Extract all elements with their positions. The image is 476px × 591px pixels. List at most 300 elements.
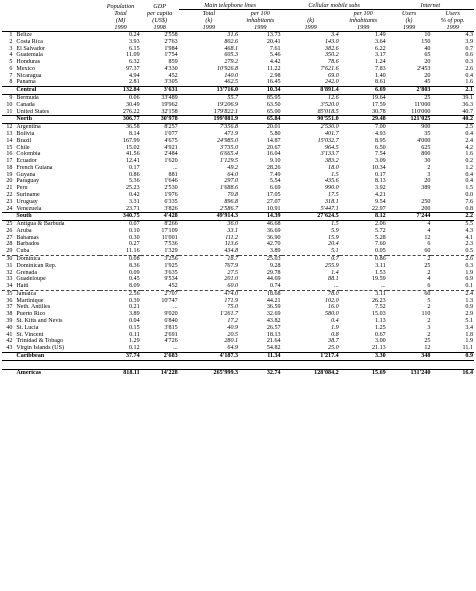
table-row [2, 318, 474, 325]
table-cell: 0.15 [128, 324, 140, 331]
table-cell: 3.17 [375, 52, 386, 59]
table-cell: 150 [421, 38, 431, 45]
table-cell: 131'240 [387, 369, 432, 376]
table-cell: 2'691 [164, 331, 178, 338]
row-number: 3 [9, 45, 13, 52]
table-cell: 65.00 [266, 108, 281, 115]
table-cell: 0.6 [465, 52, 473, 59]
table-cell: 4.2 [465, 144, 473, 151]
table-cell: 132.84 [100, 87, 140, 95]
table-cell: 0.4 [465, 178, 473, 185]
country-name: Antigua & Barbuda [16, 221, 65, 228]
country-name: Belize [16, 32, 32, 38]
table-cell: 0.27 [128, 241, 140, 248]
row-number: 5 [9, 59, 13, 66]
table-cell: 6.22 [375, 45, 386, 52]
row-number [2, 87, 15, 95]
table-cell: 24'985.0 [216, 137, 239, 144]
table-cell: 21.13 [371, 345, 386, 352]
table-cell: 7.52 [375, 304, 386, 311]
table-cell: 3'815 [164, 324, 178, 331]
table-cell: 2'530 [164, 185, 178, 192]
country-name: Suriname [16, 191, 40, 198]
table-cell: 0.06 [128, 95, 140, 102]
row-number: 1 [9, 32, 13, 38]
table-cell: 1.3 [465, 297, 473, 304]
table-row [2, 39, 474, 46]
table-cell: 5.28 [375, 234, 386, 241]
table-cell: 17.5 [328, 191, 339, 198]
country-name: Dominica [16, 256, 41, 262]
table-row [2, 109, 474, 116]
table-cell: 167.99 [122, 137, 140, 144]
table-cell: 3.89 [239, 248, 282, 255]
table-cell: 30 [424, 158, 431, 165]
table-cell: 900 [421, 124, 431, 131]
header-year: 1999 [387, 24, 432, 32]
table-cell: 0.9 [465, 304, 473, 311]
table-cell: 29.78 [266, 269, 281, 276]
table-cell: 3.92 [375, 185, 386, 192]
table-cell: 3 [427, 171, 431, 178]
country-name: Cuba [15, 248, 100, 255]
table-cell: 5.36 [128, 178, 140, 185]
table-cell: 33.1 [227, 227, 239, 234]
table-cell: 19.59 [371, 276, 386, 283]
table-row [2, 145, 474, 152]
table-cell: 30.78 [371, 108, 386, 115]
table-cell: 64.9 [227, 345, 239, 352]
table-row [2, 263, 474, 270]
table-cell: 4'675 [164, 137, 178, 144]
table-cell: 1.49 [375, 32, 386, 38]
table-cell: 3.93 [128, 38, 140, 45]
table-cell: 102.0 [325, 297, 339, 304]
table-cell: 6.15 [128, 45, 140, 52]
table-cell: 0.3 [465, 59, 473, 66]
table-cell: 1.40 [375, 72, 386, 79]
table-cell: 5'447.1 [320, 205, 339, 212]
table-cell: 1.5 [331, 171, 339, 178]
table-cell: 18.68 [266, 290, 281, 297]
table-cell: 65 [424, 52, 431, 59]
table-cell: 401.7 [325, 130, 339, 137]
table-cell: 0.17 [128, 164, 140, 171]
table-cell: 2'707 [164, 290, 178, 297]
table-cell: 85'018.5 [317, 108, 339, 115]
header-cell: (k) [307, 17, 315, 24]
table-cell: 12.6 [328, 95, 339, 102]
table-cell: 2.2 [431, 213, 474, 221]
table-cell: 36.90 [266, 234, 281, 241]
row-number: 34 [2, 283, 15, 290]
table-cell: 1'984 [164, 45, 178, 52]
table-cell: 0.4 [465, 130, 473, 137]
table-cell: 113.6 [224, 241, 239, 248]
table-cell: 110 [421, 311, 431, 318]
table-cell: 20.01 [266, 124, 281, 131]
table-cell: 0.4 [331, 318, 339, 325]
header-cell: inhabitants [246, 17, 275, 24]
table-cell: 2'683 [141, 352, 179, 360]
table-cell: 88.1 [328, 276, 339, 283]
table-cell: 17.05 [266, 191, 281, 198]
table-cell: 2 [427, 318, 431, 325]
table-cell: 5.46 [269, 52, 281, 59]
table-row [2, 192, 474, 199]
table-cell: 8.61 [375, 79, 386, 86]
table-cell: 452 [168, 72, 178, 79]
table-cell: 242.0 [325, 79, 339, 86]
table-cell: 97.37 [125, 65, 140, 72]
row-number: 42 [6, 338, 13, 345]
table-cell: 33'489 [161, 95, 178, 102]
table-row [2, 304, 474, 311]
table-cell: 32'158 [161, 108, 178, 115]
table-cell: 39.1 [462, 95, 473, 102]
table-cell: 20 [424, 72, 431, 79]
table-cell: 11'001 [161, 234, 178, 241]
country-name: French Guiana [16, 164, 53, 171]
country-name: Caribbean [15, 352, 100, 360]
table-cell: 3.64 [375, 38, 386, 45]
table-cell: 276.22 [122, 108, 140, 115]
table-row [2, 206, 474, 213]
table-cell: 605.3 [224, 52, 239, 59]
table-cell [141, 360, 179, 369]
table-cell: 14.87 [266, 137, 281, 144]
table-cell: 20 [424, 59, 431, 66]
table-cell: 78.6 [328, 59, 339, 66]
table-cell: 0.24 [128, 32, 140, 38]
country-name: Grenada [16, 269, 38, 276]
table-cell: 21.64 [266, 338, 281, 345]
table-cell: 25 [424, 262, 431, 269]
table-cell: 1.9 [465, 269, 473, 276]
table-cell: 7'621.6 [320, 65, 339, 72]
table-row [2, 151, 474, 158]
table-cell: 201.0 [224, 276, 239, 283]
table-cell: 3.00 [375, 338, 386, 345]
table-cell: 2.06 [375, 221, 386, 228]
table-cell: 767.9 [224, 262, 239, 269]
country-name: St. Kitts and Nevis [16, 318, 63, 325]
table-cell: 44.69 [266, 276, 281, 283]
table-cell: 6.50 [375, 144, 386, 151]
table-cell: 13'716.0 [179, 87, 239, 95]
country-name: South [15, 213, 100, 221]
table-cell: 11.1 [462, 345, 473, 352]
table-cell: 18.7 [227, 256, 239, 262]
table-cell: 111.2 [225, 234, 239, 241]
table-cell [179, 360, 239, 369]
table-cell: 1.9 [465, 338, 473, 345]
row-number: 24 [6, 205, 13, 212]
table-cell: 0.10 [128, 227, 140, 234]
row-number: 10 [6, 101, 13, 108]
table-cell: 8.09 [100, 283, 140, 290]
table-cell: 280.1 [224, 338, 239, 345]
table-row [2, 32, 474, 39]
row-number: 12 [6, 124, 13, 131]
table-cell: 40.9 [227, 324, 239, 331]
table-cell: 11.09 [126, 52, 140, 59]
table-row [2, 345, 474, 352]
table-row [2, 221, 474, 228]
table-row [2, 73, 474, 80]
table-cell: 69.0 [328, 72, 339, 79]
table-cell: 2'530.0 [320, 124, 339, 131]
country-name: Colombia [16, 151, 41, 158]
table-cell: 0.11 [129, 331, 140, 338]
header-cell: inhabitants [349, 17, 378, 24]
table-cell: 3 [427, 324, 431, 331]
table-row [2, 256, 474, 263]
country-name: North [15, 116, 100, 124]
row-number: 41 [6, 331, 13, 338]
table-cell: 12 [424, 345, 431, 352]
table-cell: 1'976 [164, 191, 178, 198]
table-row [2, 248, 474, 255]
table-cell: 318.1 [325, 198, 339, 205]
table-cell: 1'620 [164, 158, 178, 165]
header-population: Population [106, 2, 135, 10]
table-cell: 10.34 [371, 164, 386, 171]
table-cell: 45 [424, 79, 431, 86]
country-name: Bolivia [16, 130, 35, 137]
table-row [2, 165, 474, 172]
table-cell: 1.9 [331, 324, 339, 331]
table-cell: 7.61 [269, 45, 281, 52]
header-gdp: GDP [153, 2, 167, 10]
table-cell: 1.13 [375, 318, 386, 325]
table-header [2, 2, 474, 32]
table-cell: 9'020 [164, 311, 178, 318]
table-cell: 10.34 [239, 87, 282, 95]
table-row [2, 172, 474, 179]
table-cell: 0.8 [465, 205, 473, 212]
table-cell: 15'032.7 [317, 137, 339, 144]
table-cell: 15.69 [340, 369, 387, 376]
table-cell: 896.8 [224, 198, 239, 205]
table-cell: 7'244 [387, 213, 432, 221]
row-number: 18 [6, 164, 13, 171]
subtotal-row [2, 116, 474, 124]
table-cell: 1'261.7 [220, 311, 239, 318]
table-cell: 7.6 [465, 198, 473, 205]
table-cell: 800 [421, 151, 431, 158]
table-cell: 3.09 [375, 158, 386, 165]
table-cell: 2'803 [387, 87, 432, 95]
table-cell: 4.1 [465, 234, 473, 241]
table-cell: 25 [424, 95, 431, 102]
table-cell: 2 [427, 164, 431, 171]
table-cell: 6'665.4 [220, 151, 239, 158]
table-cell: 0.45 [128, 276, 140, 283]
table-cell: 0.39 [128, 297, 140, 304]
table-cell: 802.6 [224, 38, 239, 45]
header-cell: per 100 [250, 10, 270, 17]
table-cell: 38.7 [328, 338, 339, 345]
table-cell: 4.21 [375, 191, 386, 198]
table-cell: 8'266 [164, 221, 178, 228]
country-name: Virgin Islands (US) [16, 345, 64, 352]
country-name: Panama [16, 79, 36, 86]
table-cell: 200 [421, 205, 431, 212]
header-cell: Total [114, 10, 127, 17]
table-cell: 30'978 [141, 116, 179, 124]
table-row [2, 138, 474, 145]
row-number [2, 352, 15, 360]
row-number: 26 [6, 227, 13, 234]
table-cell: 25.0 [328, 345, 339, 352]
table-cell: 2.3 [465, 241, 473, 248]
country-name: United States [16, 108, 50, 115]
table-cell: 128'084.2 [282, 369, 340, 376]
table-cell: 462.5 [224, 79, 239, 86]
table-cell: 42.70 [266, 241, 281, 248]
table-cell: 4'726 [164, 338, 178, 345]
table-cell: 10.91 [266, 205, 281, 212]
table-cell: 46.68 [266, 221, 281, 228]
table-cell: 255.9 [325, 262, 339, 269]
row-number: 27 [6, 234, 13, 241]
row-number: 4 [9, 52, 13, 59]
table-cell: 7'356.8 [220, 124, 239, 131]
table-cell: 3'735.0 [220, 144, 239, 151]
table-cell: 4 [427, 227, 431, 234]
table-row [2, 325, 474, 332]
table-cell [431, 360, 474, 369]
table-cell: 5.80 [269, 130, 281, 137]
table-cell: 2.4 [465, 137, 473, 144]
table-cell: 1'925 [164, 262, 178, 269]
table-cell: 90'551.0 [282, 116, 340, 124]
table-cell: 1'217.4 [282, 352, 340, 360]
table-cell: 60.0 [179, 283, 239, 290]
table-row [2, 66, 474, 73]
table-cell: 8'891.4 [282, 87, 340, 95]
table-cell: 5.72 [375, 227, 386, 234]
table-cell: 23.71 [125, 205, 140, 212]
table-cell: 6'335 [164, 198, 178, 205]
table-cell: 40.2 [431, 116, 474, 124]
table-cell: 6.69 [340, 87, 387, 95]
table-cell: 16.45 [266, 79, 281, 86]
table-cell: 3.4 [465, 324, 473, 331]
table-cell: 6.32 [128, 59, 140, 66]
table-cell: 3.30 [340, 352, 387, 360]
table-cell: 2.56 [128, 290, 140, 297]
table-cell: 60 [387, 248, 432, 255]
country-name: Aruba [16, 227, 32, 234]
table-cell: 2 [427, 269, 431, 276]
row-number: 36 [6, 297, 13, 304]
table-cell: 4 [427, 221, 431, 228]
table-cell: 0.05 [340, 248, 387, 255]
table-cell: 25.03 [266, 256, 281, 262]
table-cell: 36.3 [462, 101, 473, 108]
table-cell: 0.67 [375, 331, 386, 338]
table-cell: 2.6 [465, 256, 473, 262]
table-cell: 18.13 [266, 331, 281, 338]
table-cell: 0.09 [128, 269, 140, 276]
header-cell: Total [202, 10, 216, 17]
table-row [2, 124, 474, 131]
table-cell: 18.0 [328, 164, 339, 171]
table-cell: 4.3 [465, 32, 473, 38]
table-cell: 10'926.8 [216, 65, 239, 72]
table-cell: 0.30 [128, 234, 140, 241]
header-cell: (M) [115, 17, 126, 24]
table-cell: 0.9 [431, 352, 474, 360]
row-number: 23 [6, 198, 13, 205]
row-number [2, 116, 15, 124]
table-cell: 0.4 [465, 171, 473, 178]
header-main-lines: Main telephone lines [179, 2, 282, 10]
table-cell: 881 [168, 171, 178, 178]
table-cell: 0.04 [128, 318, 140, 325]
country-name [15, 360, 100, 369]
table-cell: 11.22 [267, 65, 281, 72]
table-cell: 49.2 [227, 164, 239, 171]
row-number: 38 [6, 311, 13, 318]
table-cell: 0.7 [465, 45, 473, 52]
table-cell: 1'329 [141, 248, 179, 255]
table-cell: 0.1 [431, 283, 474, 290]
table-cell: 27'624.5 [282, 213, 340, 221]
table-cell: 9.10 [269, 158, 281, 165]
table-cell: 2 [427, 331, 431, 338]
table-cell: 3.11 [375, 290, 386, 297]
table-cell: 964.5 [325, 144, 339, 151]
header-cell: (US$) [152, 17, 168, 24]
header-cell [282, 10, 340, 18]
table-row [2, 241, 474, 248]
country-name: Jamaica [16, 290, 37, 297]
row-number [2, 369, 15, 376]
country-name: Trinidad & Tobago [16, 338, 64, 345]
table-cell: 1'646 [164, 178, 178, 185]
table-cell: ... [173, 345, 178, 352]
table-cell: 40 [424, 45, 431, 52]
table-cell: 0.42 [128, 191, 140, 198]
table-cell: 22.97 [371, 205, 386, 212]
table-cell: 383.2 [325, 158, 339, 165]
table-cell: 43.82 [266, 318, 281, 325]
table-row [2, 270, 474, 277]
table-cell: 20 [424, 178, 431, 185]
subtotal-row [2, 352, 474, 360]
table-cell: 990.0 [325, 185, 339, 192]
country-name: Martinique [16, 297, 44, 304]
statistics-table-page [2, 2, 474, 377]
table-cell: 143.0 [325, 38, 339, 45]
table-cell: 0.74 [239, 283, 282, 290]
table-cell: 8.36 [128, 262, 140, 269]
table-cell: 468.1 [224, 45, 239, 52]
row-number: 39 [6, 318, 13, 325]
table-cell: 1.4 [331, 269, 339, 276]
country-name: El Salvador [16, 45, 46, 52]
table-cell: 5 [427, 297, 431, 304]
table-cell: 44.21 [266, 297, 281, 304]
table-cell [340, 360, 387, 369]
table-cell: 199'081.9 [179, 116, 239, 124]
table-cell: 27.07 [266, 198, 281, 205]
table-row [2, 178, 474, 185]
table-cell: 64.0 [227, 171, 239, 178]
